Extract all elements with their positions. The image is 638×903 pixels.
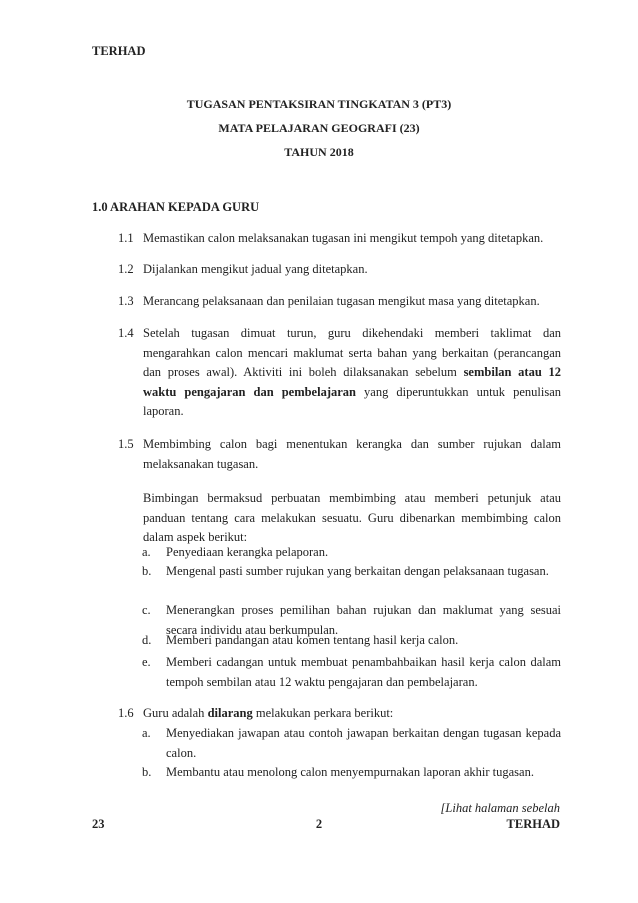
- next-page-note: [Lihat halaman sebelah: [440, 801, 560, 815]
- title-line-1: TUGASAN PENTAKSIRAN TINGKATAN 3 (PT3): [186, 97, 452, 111]
- footer-page-number: 2: [315, 817, 323, 831]
- item-text: Memastikan calon melaksanakan tugasan ini mengikut tempoh yang ditetapkan.: [143, 231, 544, 245]
- item-text-part: yang diperuntukkan untuk penulisan laporan.: [143, 384, 561, 418]
- subitem-letter: e.: [142, 655, 151, 669]
- item-text-emphasis: dilarang: [207, 706, 253, 720]
- subitem-text: Menerangkan proses pemilihan bahan rujukan dan maklumat yang sesuai secara individu atau berkumpulan.: [166, 603, 561, 637]
- title-line-2: MATA PELAJARAN GEOGRAFI (23): [218, 121, 420, 135]
- subitem-text: Memberi pandangan atau komen tentang hasil kerja calon.: [166, 633, 459, 647]
- subitem-letter: b.: [142, 564, 152, 578]
- subitem-text: Membantu atau menolong calon menyempurnakan laporan akhir tugasan.: [166, 765, 534, 779]
- item-text: Merancang pelaksanaan dan penilaian tugasan mengikut masa yang ditetapkan.: [143, 294, 540, 308]
- item-text: Dijalankan mengikut jadual yang ditetapkan.: [143, 262, 368, 276]
- item-number: 1.3: [118, 294, 134, 308]
- subitem-letter: a.: [142, 545, 151, 559]
- item-number: 1.2: [118, 262, 134, 276]
- footer-subject-code: 23: [92, 817, 105, 831]
- item-text: Membimbing calon bagi menentukan kerangka dan sumber rujukan dalam melaksanakan tugasan.: [143, 437, 561, 471]
- item-text: [143, 704, 561, 724]
- item-text-part: Guru adalah: [143, 706, 208, 720]
- subitem-text: Memberi cadangan untuk membuat penambahbaikan hasil kerja calon dalam tempoh sembilan atau 12 waktu pengajaran dan pembelajaran.: [166, 655, 561, 689]
- item-text: [143, 324, 561, 422]
- item-text-part: Setelah tugasan dimuat turun, guru dikehendaki memberi taklimat dan mengarahkan calon mencari maklumat serta bahan yang berkaitan (perancangan dan proses awal). Aktiviti ini boleh dilaksanakan sebelum: [143, 326, 561, 379]
- guidance-paragraph: Bimbingan bermaksud perbuatan membimbing atau memberi petunjuk atau panduan tentang cara melakukan sesuatu. Guru dibenarkan membimbing calon dalam aspek berikut:: [143, 491, 561, 544]
- subitem-letter: d.: [142, 633, 152, 647]
- item-number: 1.4: [118, 326, 134, 340]
- footer-classification: TERHAD: [506, 817, 560, 831]
- subitem-text: Mengenal pasti sumber rujukan yang berkaitan dengan pelaksanaan tugasan.: [166, 564, 549, 578]
- item-number: 1.6: [118, 706, 134, 720]
- subitem-text: Penyediaan kerangka pelaporan.: [166, 545, 329, 559]
- item-text-part: melakukan perkara berikut:: [252, 706, 394, 720]
- subitem-text: Menyediakan jawapan atau contoh jawapan berkaitan dengan tugasan kepada calon.: [166, 726, 561, 760]
- subitem-letter: b.: [142, 765, 152, 779]
- subitem-letter: c.: [142, 603, 151, 617]
- subitem-letter: a.: [142, 726, 151, 740]
- section-heading: 1.0 ARAHAN KEPADA GURU: [92, 200, 260, 214]
- header-classification: TERHAD: [92, 44, 146, 58]
- item-text-emphasis: sembilan atau 12 waktu pengajaran dan pembelajaran: [143, 365, 562, 399]
- item-number: 1.5: [118, 437, 134, 451]
- title-line-3: TAHUN 2018: [284, 145, 354, 159]
- item-number: 1.1: [118, 231, 134, 245]
